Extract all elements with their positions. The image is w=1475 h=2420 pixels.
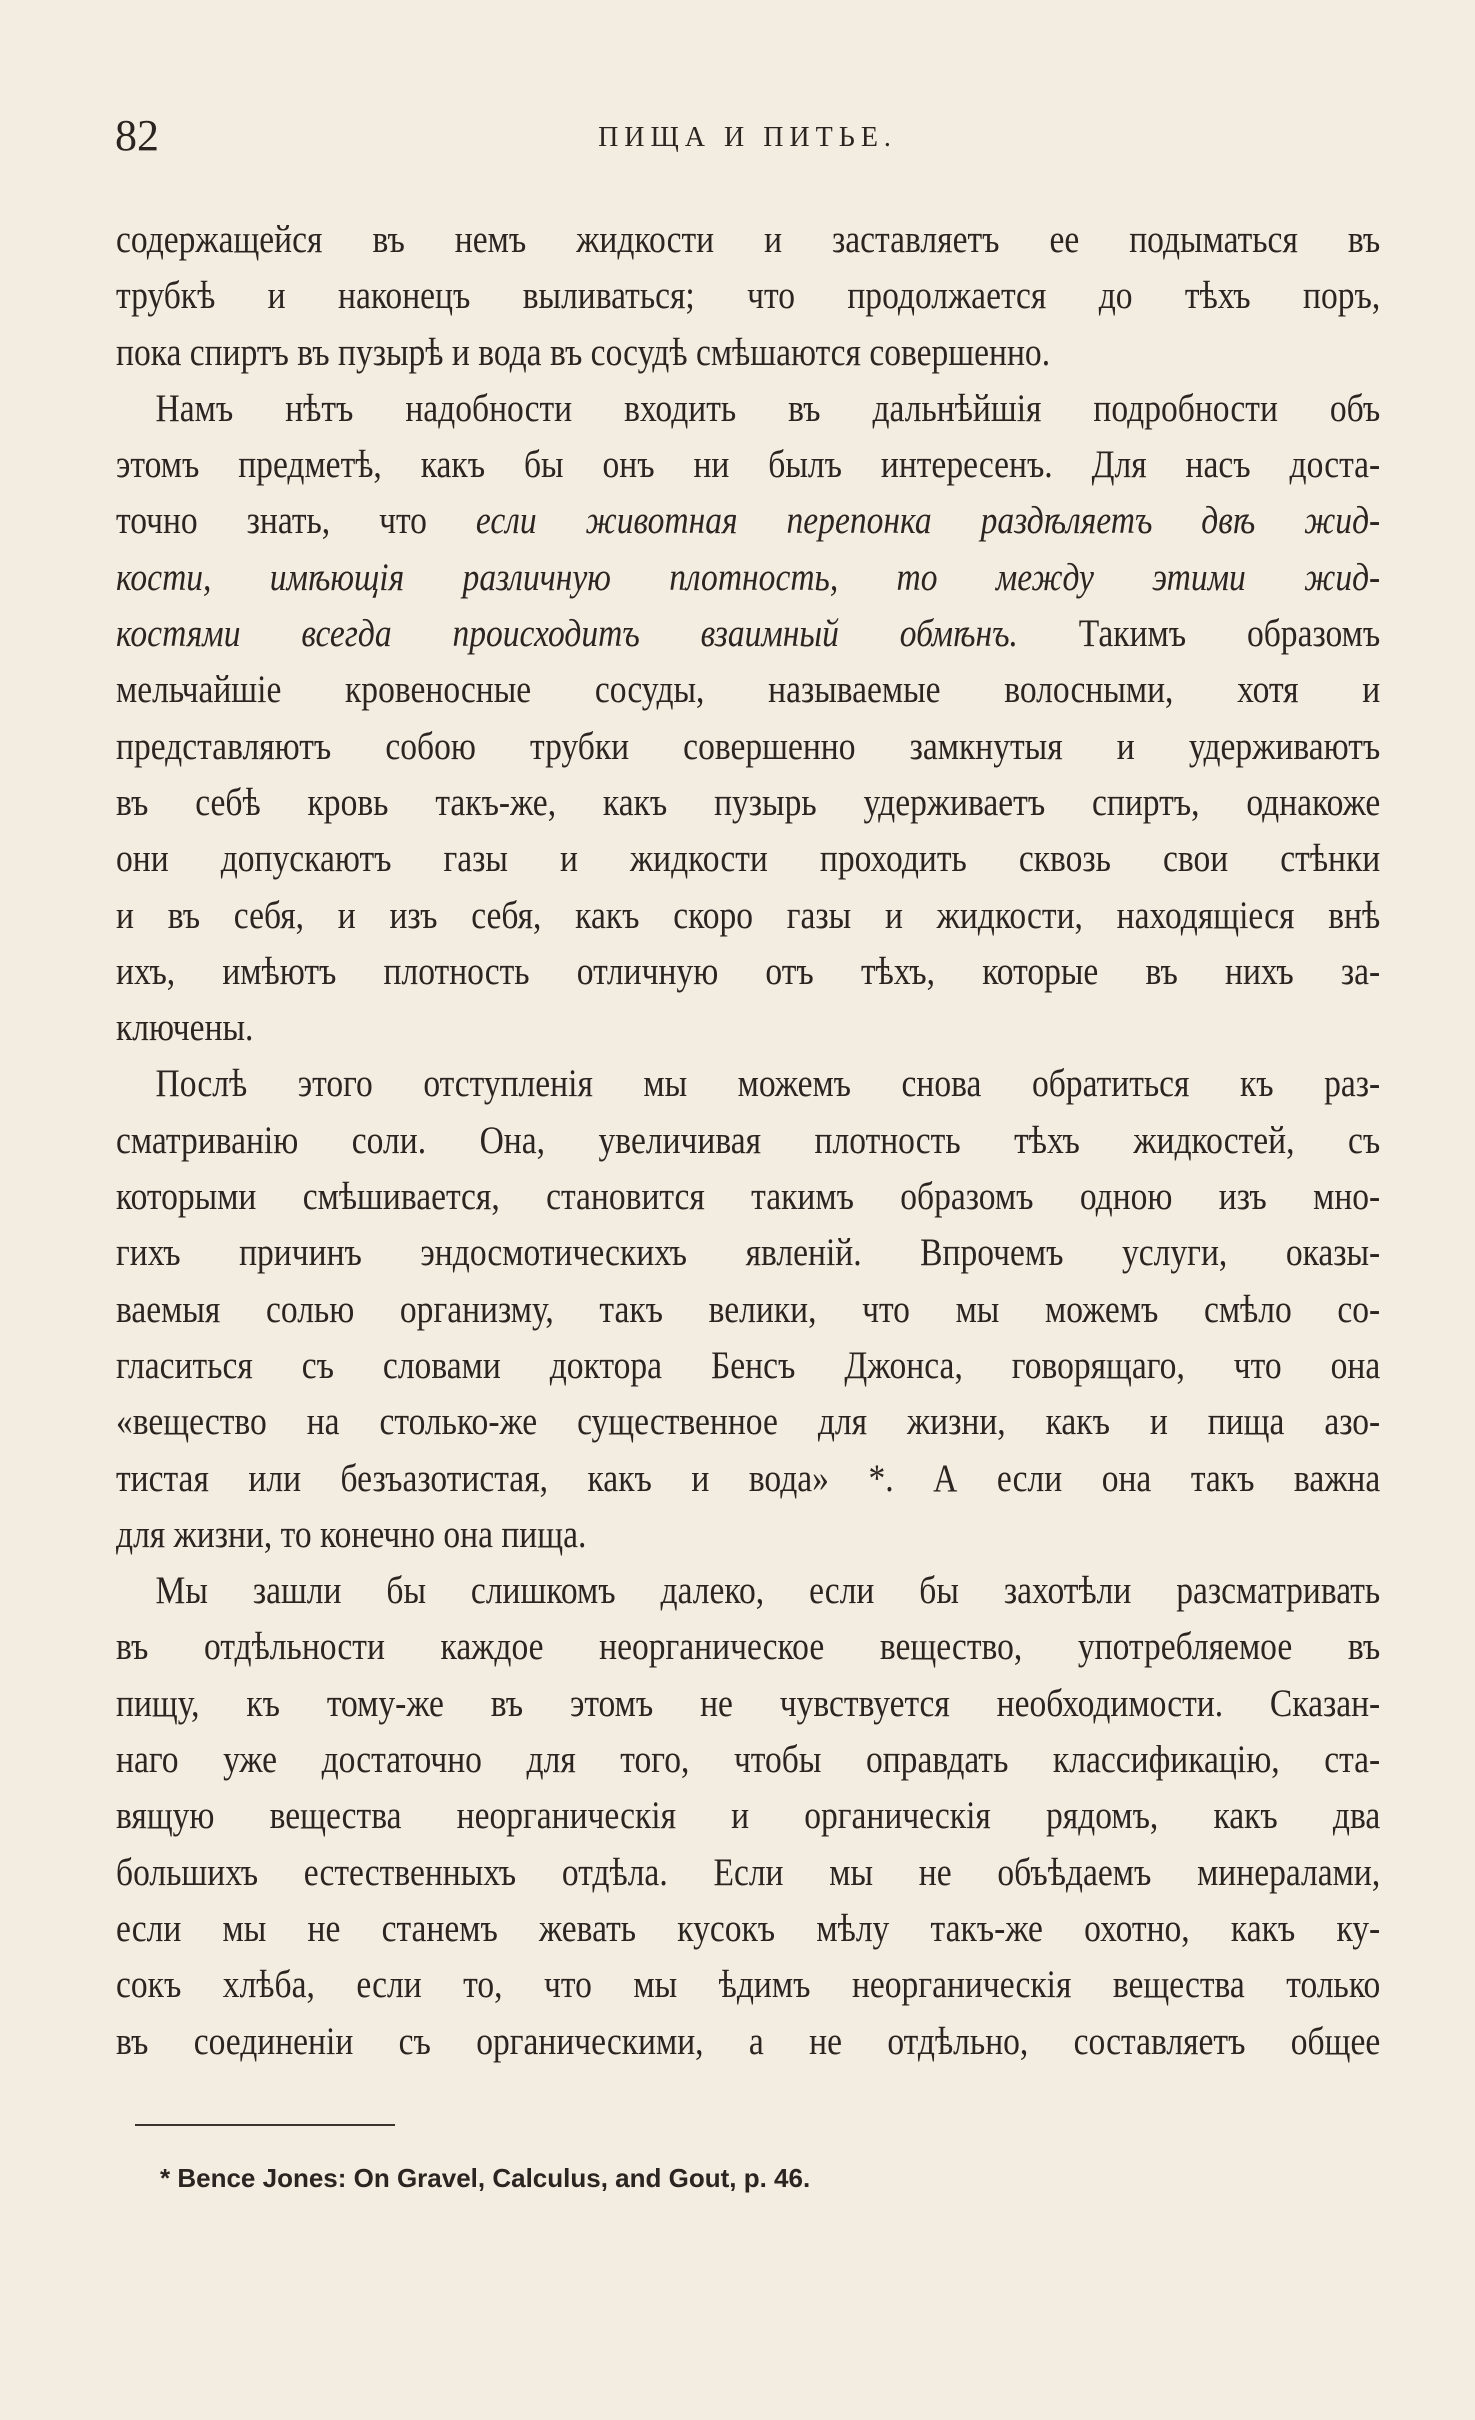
text-line: и въ себя, и изъ себя, какъ скоро газы и жидкости, находящіеся внѣ — [116, 893, 1381, 937]
text-line: точно знать, что если животная перепонка раздѣляетъ двѣ жид- — [116, 499, 1381, 543]
text-line: трубкѣ и наконецъ выливаться; что продолжается до тѣхъ поръ, — [116, 274, 1381, 318]
text-line: вящую вещества неорганическія и органическія рядомъ, какъ два — [116, 1794, 1381, 1838]
text-line: въ отдѣльности каждое неорганическое вещество, употребляемое въ — [116, 1625, 1381, 1669]
text-line: Послѣ этого отступленія мы можемъ снова обратиться къ раз- — [155, 1062, 1381, 1106]
text-line: наго уже достаточно для того, чтобы оправдать классификацію, ста- — [116, 1738, 1381, 1782]
text-line: костями всегда происходитъ взаимный обмѣнъ. Такимъ образомъ — [116, 612, 1381, 656]
text-line: для жизни, то конечно она пища. — [116, 1512, 587, 1556]
text-line: представляютъ собою трубки совершенно замкнутыя и удерживаютъ — [116, 724, 1381, 768]
text-line: въ соединеніи съ органическими, а не отдѣльно, составляетъ общее — [116, 2019, 1381, 2063]
text-line: пищу, къ тому-же въ этомъ не чувствуется необходимости. Сказан- — [116, 1681, 1381, 1725]
text-line: большихъ естественныхъ отдѣла. Если мы не объѣдаемъ минералами, — [116, 1850, 1381, 1894]
text-line: мельчайшіе кровеносные сосуды, называемые волосными, хотя и — [116, 668, 1381, 712]
text-line: ваемыя солью организму, такъ велики, что мы можемъ смѣло со- — [116, 1287, 1381, 1331]
text-line: гихъ причинъ эндосмотическихъ явленій. Впрочемъ услуги, оказы- — [116, 1231, 1381, 1275]
text-line: въ себѣ кровь такъ-же, какъ пузырь удерживаетъ спиртъ, однакоже — [116, 780, 1381, 824]
text-line: этомъ предметѣ, какъ бы онъ ни былъ интересенъ. Для насъ доста- — [116, 443, 1381, 487]
text-line: сматриванію соли. Она, увеличивая плотность тѣхъ жидкостей, съ — [116, 1118, 1381, 1162]
footnote: * Bence Jones: On Gravel, Calculus, and Gout, p. 46. — [160, 2163, 811, 2193]
text-line: они допускаютъ газы и жидкости проходить сквозь свои стѣнки — [116, 837, 1381, 881]
text-line: которыми смѣшивается, становится такимъ образомъ одною изъ мно- — [116, 1175, 1381, 1219]
running-title: ПИЩА И ПИТЬЕ. — [598, 122, 897, 153]
text-line: содержащейся въ немъ жидкости и заставляетъ ее подыматься въ — [116, 218, 1381, 261]
text-line: Мы зашли бы слишкомъ далеко, если бы захотѣли разсматривать — [155, 1569, 1381, 1613]
footnote-separator — [135, 2124, 395, 2126]
text-line: ихъ, имѣютъ плотность отличную отъ тѣхъ, которые въ нихъ за- — [116, 949, 1381, 993]
page-header — [115, 112, 1380, 172]
text-line: тистая или безъазотистая, какъ и вода» *. А если она такъ важна — [116, 1456, 1381, 1500]
text-line: пока спиртъ въ пузырѣ и вода въ сосудѣ смѣшаются совершенно. — [116, 330, 1051, 374]
text-line: кости, имѣющія различную плотность, то между этими жид- — [116, 555, 1381, 599]
text-line: если мы не станемъ жевать кусокъ мѣлу такъ-же охотно, какъ ку- — [116, 1906, 1381, 1950]
page-number: 82 — [115, 111, 159, 160]
text-line: «вещество на столько-же существенное для жизни, какъ и пища азо- — [116, 1400, 1381, 1444]
text-line: ключены. — [116, 1006, 254, 1050]
text-line: Намъ нѣтъ надобности входить въ дальнѣйшія подробности объ — [155, 386, 1381, 430]
body-text — [116, 212, 1380, 2070]
text-line: сокъ хлѣба, если то, что мы ѣдимъ неорганическія вещества только — [116, 1963, 1381, 2007]
text-line: гласиться съ словами доктора Бенсъ Джонса, говорящаго, что она — [116, 1343, 1381, 1387]
